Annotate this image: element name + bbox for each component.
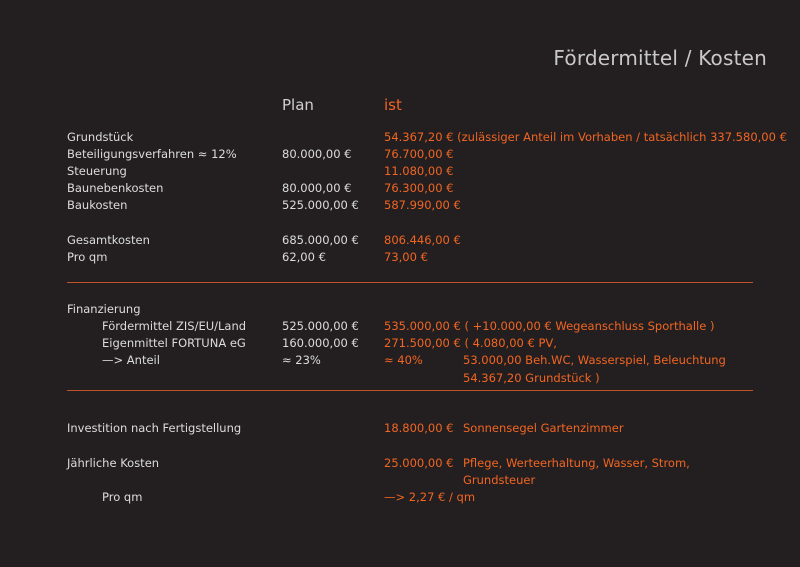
annual-label: Jährliche Kosten bbox=[67, 456, 160, 470]
cost-plan-baukosten: 525.000,00 € bbox=[282, 198, 359, 212]
financing-ist-eigenmittel: 271.500,00 € ( 4.080,00 € PV, bbox=[384, 336, 557, 350]
financing-plan-anteil: ≈ 23% bbox=[282, 353, 321, 367]
section-divider-1 bbox=[67, 282, 753, 283]
total-plan-gesamtkosten: 685.000,00 € bbox=[282, 233, 359, 247]
annual-proqm-value: —> 2,27 € / qm bbox=[384, 490, 476, 504]
financing-label-foerdermittel: Fördermittel ZIS/EU/Land bbox=[102, 319, 247, 333]
financing-ist-foerdermittel: 535.000,00 € ( +10.000,00 € Wegeanschluss Sporthalle ) bbox=[384, 319, 715, 333]
financing-note-1: 53.000,00 Beh.WC, Wasserspiel, Beleuchtung bbox=[463, 353, 726, 367]
annual-value: 25.000,00 € bbox=[384, 456, 454, 470]
cost-ist-baunebenkosten: 76.300,00 € bbox=[384, 181, 454, 195]
cost-label-baunebenkosten: Baunebenkosten bbox=[67, 181, 164, 195]
annual-note-line-2: Grundsteuer bbox=[463, 473, 536, 487]
financing-plan-eigenmittel: 160.000,00 € bbox=[282, 336, 359, 350]
annual-note-line-1: Pflege, Werteerhaltung, Wasser, Strom, bbox=[463, 456, 690, 470]
total-ist-gesamtkosten: 806.446,00 € bbox=[384, 233, 461, 247]
total-label-proqm: Pro qm bbox=[67, 250, 108, 264]
financing-label-eigenmittel: Eigenmittel FORTUNA eG bbox=[102, 336, 246, 350]
financing-ist-anteil: ≈ 40% bbox=[384, 353, 423, 367]
annual-proqm-label: Pro qm bbox=[102, 490, 143, 504]
total-label-gesamtkosten: Gesamtkosten bbox=[67, 233, 150, 247]
financing-note-2: 54.367,20 Grundstück ) bbox=[463, 371, 600, 385]
cost-label-beteiligung: Beteiligungsverfahren ≈ 12% bbox=[67, 147, 237, 161]
cost-plan-beteiligung: 80.000,00 € bbox=[282, 147, 352, 161]
section-divider-2 bbox=[67, 390, 753, 391]
total-ist-proqm: 73,00 € bbox=[384, 250, 428, 264]
investment-note: Sonnensegel Gartenzimmer bbox=[463, 421, 624, 435]
cost-plan-baunebenkosten: 80.000,00 € bbox=[282, 181, 352, 195]
cost-ist-grundstueck: 54.367,20 € (zulässiger Anteil im Vorhaben / tatsächlich 337.580,00 € bbox=[384, 130, 787, 144]
financing-plan-foerdermittel: 525.000,00 € bbox=[282, 319, 359, 333]
ist-column-header: ist bbox=[384, 96, 402, 114]
cost-label-baukosten: Baukosten bbox=[67, 198, 128, 212]
cost-ist-steuerung: 11.080,00 € bbox=[384, 164, 454, 178]
financing-label-anteil: —> Anteil bbox=[102, 353, 160, 367]
cost-ist-baukosten: 587.990,00 € bbox=[384, 198, 461, 212]
cost-label-steuerung: Steuerung bbox=[67, 164, 127, 178]
total-plan-proqm: 62,00 € bbox=[282, 250, 326, 264]
investment-value: 18.800,00 € bbox=[384, 421, 454, 435]
cost-label-grundstueck: Grundstück bbox=[67, 130, 134, 144]
plan-column-header: Plan bbox=[282, 96, 314, 114]
cost-ist-beteiligung: 76.700,00 € bbox=[384, 147, 454, 161]
investment-label: Investition nach Fertigstellung bbox=[67, 421, 242, 435]
page-title: Fördermittel / Kosten bbox=[553, 46, 767, 70]
financing-heading: Finanzierung bbox=[67, 302, 141, 316]
